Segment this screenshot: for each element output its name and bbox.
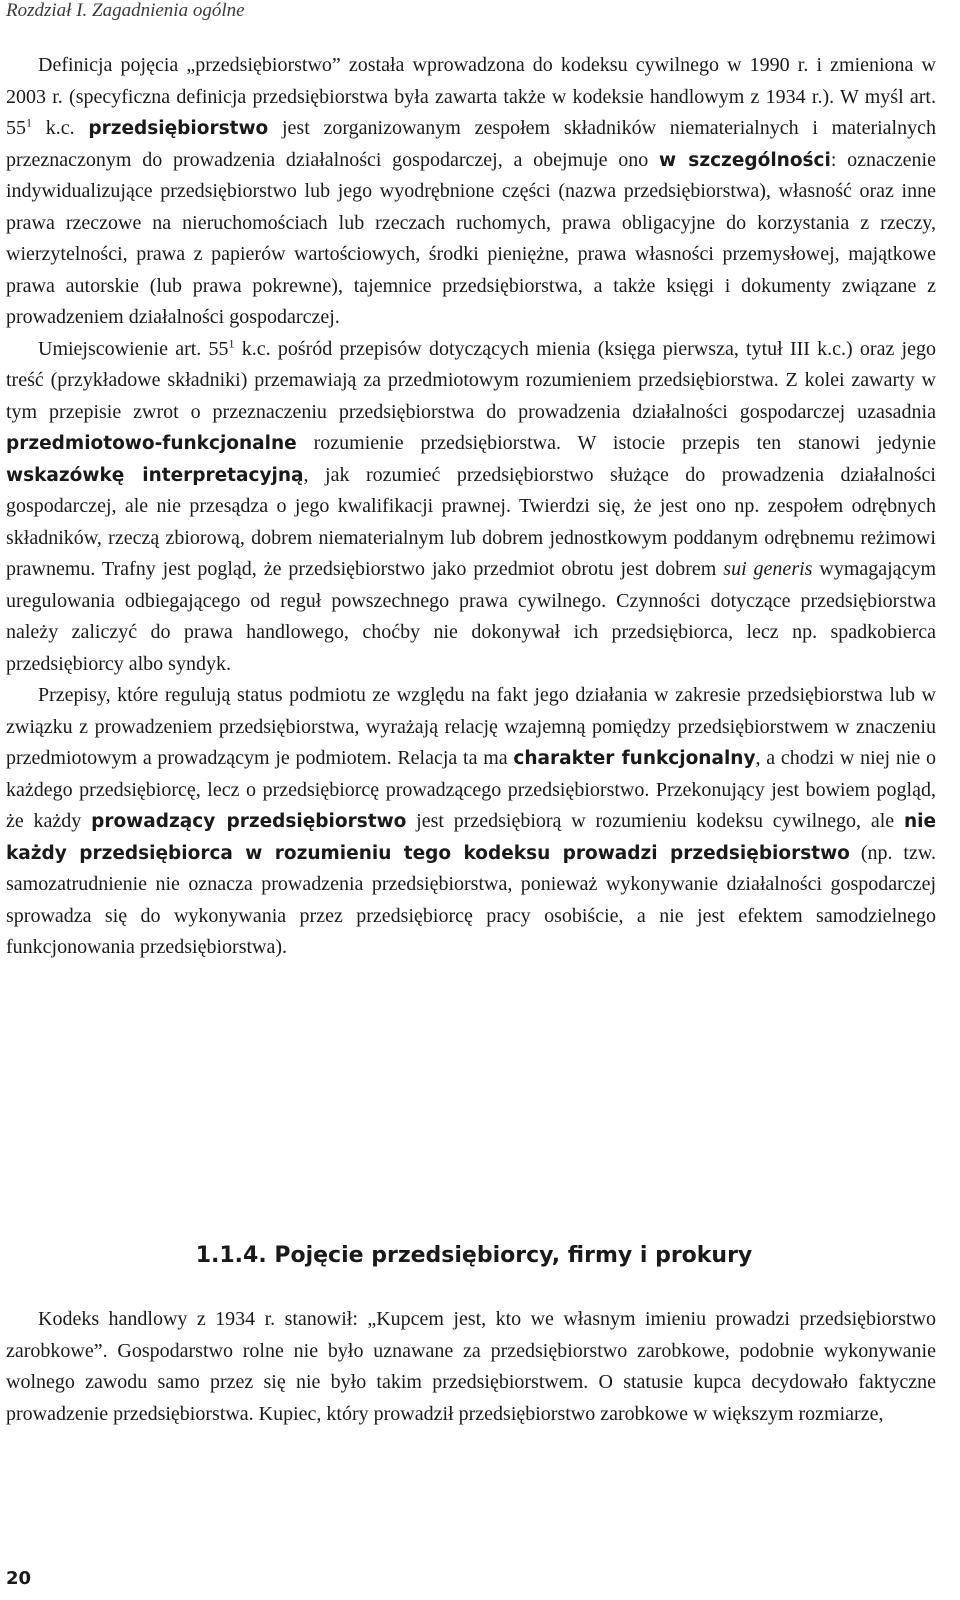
text-span: (np. tzw. samozatrudnienie nie oznacza prowadzenia przedsiębiorstwa, ponieważ wykonywanie działalności gospodarczej sprowadza się do wykonywania przez przedsiębiorcę pracy osobiście, a nie jest efektem samodzielnego funkcjonowania przedsiębiorstwa).	[6, 841, 936, 958]
text-span: Definicja pojęcia „przedsiębiorstwo” została wprowadzona do kodeksu cywilnego w 1990 r. i zmieniona w 2003 r. (specyficzna definicja przedsiębiorstwa była zawarta także w kodeksie handlowym z 1934 r.). W myśl art. 55	[6, 54, 936, 139]
bold-term: wskazówkę interpretacyjną	[6, 464, 304, 486]
text-span: k.c.	[32, 117, 89, 139]
italic-term: sui generis	[723, 558, 813, 580]
text-span: jest zorganizowanym zespołem składników niematerialnych i materialnych przeznaczonym do prowadzenia działalności gospodarczej, a obejmuje ono	[6, 117, 936, 171]
text-span: , a chodzi w niej nie o każdego przedsiębiorcę, lecz o przedsiębiorcę prowadzącego przedsiębiorstwo. Przekonujący jest bowiem pogląd, że każdy	[6, 747, 936, 832]
paragraph-4: Kodeks handlowy z 1934 r. stanowił: „Kupcem jest, kto we własnym imieniu prowadzi przedsiębiorstwo zarobkowe”. Gospodarstwo rolne nie było uznawane za przedsiębiorstwo zarobkowe, podobnie wykonywanie wolnego zawodu samo przez się nie było takim przedsiębiorstwem. O statusie kupca decydowało faktyczne prowadzenie przedsiębiorstwa. Kupiec, który prowadził przedsiębiorstwo zarobkowe w większym rozmiarze,	[6, 1308, 936, 1425]
bold-term: nie każdy przedsiębiorca w rozumieniu tego kodeksu prowadzi przedsiębiorstwo	[6, 811, 936, 864]
bold-term: prowadzący przedsiębiorstwo	[91, 811, 407, 832]
bold-term: przedsiębiorstwo	[88, 118, 269, 139]
text-span: Umiejscowienie art. 55	[38, 337, 229, 360]
section-heading: 1.1.4. Pojęcie przedsiębiorcy, firmy i prokury	[195, 1243, 753, 1268]
running-title: Rozdział I. Zagadnienia ogólne	[6, 0, 245, 21]
text-span: k.c. pośród przepisów dotyczących mienia (księga pierwsza, tytuł III k.c.) oraz jego treść (przykładowe składniki) przemawiają za przedmiotowym rozumieniem przedsiębiorstwa. Z kolei zawarty w tym przepisie zwrot o przeznaczeniu przedsiębiorstwa do prowadzenia działalności gospodarczej uzasadnia	[6, 337, 936, 423]
text-span: rozumienie przedsiębiorstwa. W istocie przepis ten stanowi jedynie	[296, 432, 936, 454]
text-span: , jak rozumieć przedsiębiorstwo służące do prowadzenia działalności gospodarczej, ale nie przesądza o jego kwalifikacji prawnej. Twierdzi się, że jest ono np. zespołem odrębnych składników, rzeczą zbiorową, dobrem niematerialnym lub dobrem jednostkowym poddanym odrębnemu reżimowi prawnemu. Trafny jest pogląd, że przedsiębiorstwo jako przedmiot obrotu jest dobrem	[6, 463, 936, 580]
superscript: 1	[26, 115, 32, 130]
page-number: 20	[6, 1568, 32, 1589]
bold-term: charakter funkcjonalny	[513, 748, 756, 769]
paragraph-3	[6, 680, 936, 964]
superscript: 1	[228, 335, 235, 350]
text-span: jest przedsiębiorą w rozumieniu kodeksu cywilnego, ale	[406, 810, 904, 832]
text-span: : oznaczenie indywidualizujące przedsiębiorstwo lub jego wyodrębnione części (nazwa przedsiębiorstwa), własność oraz inne prawa rzeczowe na nieruchomościach lub rzeczach ruchomych, prawa obligacyjne do korzystania z rzeczy, wierzytelności, prawa z papierów wartościowych, środki pieniężne, prawa własności przemysłowej, majątkowe prawa autorskie (lub prawa pokrewne), tajemnice przedsiębiorstwa, a także księgi i dokumenty związane z prowadzeniem działalności gospodarczej.	[6, 148, 936, 328]
bold-term: w szczególności	[659, 149, 831, 171]
section-text	[6, 1304, 936, 1430]
paragraph-2	[6, 334, 936, 681]
text-span: wymagającym uregulowania odbiegającego od reguł powszechnego prawa cywilnego. Czynności dotyczące przedsiębiorstwa należy zaliczyć do prawa handlowego, choćby nie dokonywał ich przedsiębiorca, lecz np. spadkobierca przedsiębiorcy albo syndyk.	[6, 558, 936, 675]
paragraph-1	[6, 50, 936, 334]
text-span: Przepisy, które regulują status podmiotu ze względu na fakt jego działania w zakresie przedsiębiorstwa lub w związku z prowadzeniem przedsiębiorstwa, wyrażają relację wzajemną pomiędzy przedsiębiorstwem w znaczeniu przedmiotowym a prowadzącym je podmiotem. Relacja ta ma	[6, 684, 936, 769]
main-text	[6, 50, 936, 964]
bold-term: przedmiotowo-funkcjonalne	[6, 433, 297, 454]
